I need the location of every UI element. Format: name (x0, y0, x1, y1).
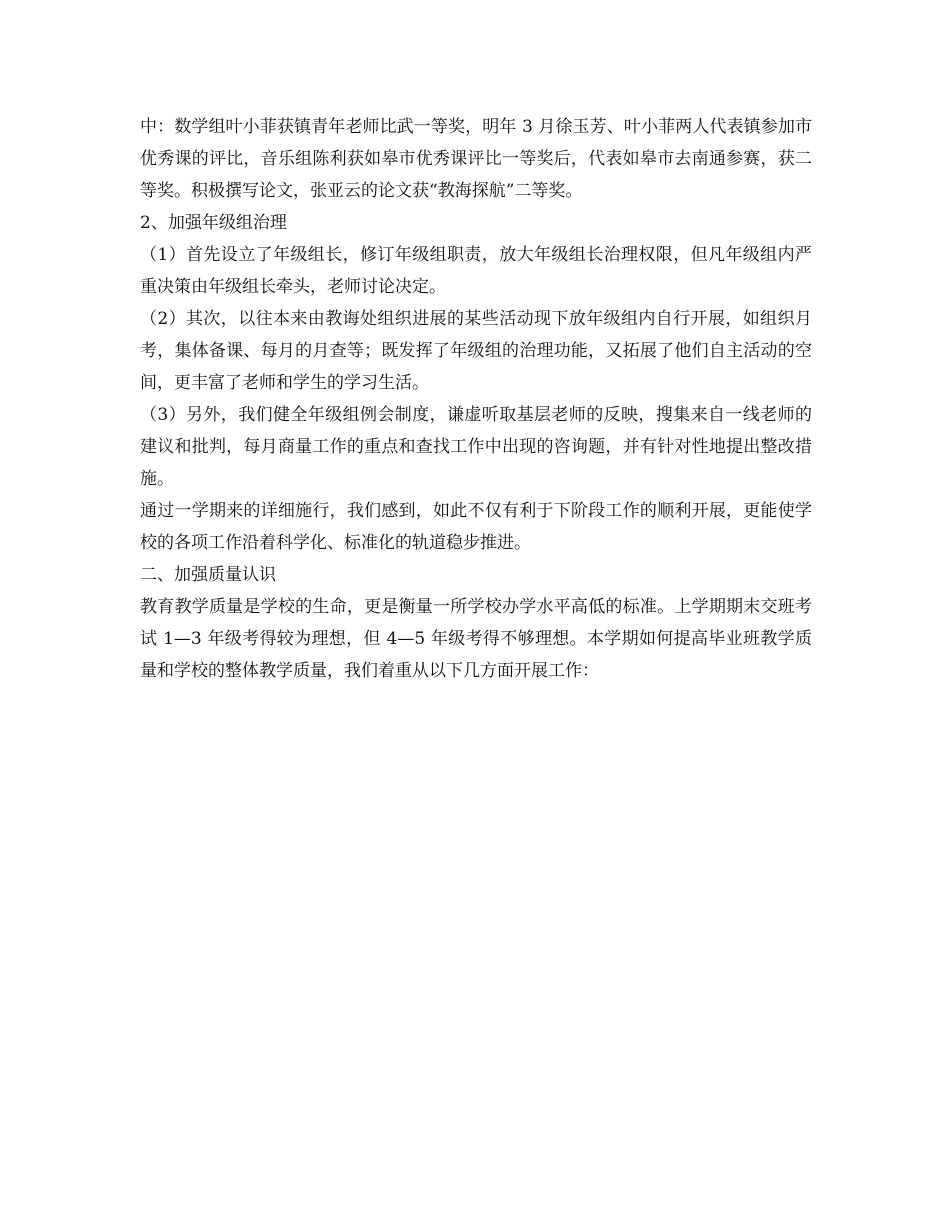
paragraph-item-1: （1）首先设立了年级组长，修订年级组职责，放大年级组长治理权限，但凡年级组内严重决策由年级组长牵头，老师讨论决定。 (140, 245, 812, 297)
paragraph-awards: 中：数学组叶小菲获镇青年老师比武一等奖，明年 3 月徐玉芳、叶小菲两人代表镇参加市优秀课的评比，音乐组陈利获如皋市优秀课评比一等奖后，代表如皋市去南通参赛，获二等奖。积极撰写论文，张亚云的论文获“教海探航”二等奖。 (140, 117, 812, 201)
section-heading-grade-management: 2、加强年级组治理 (140, 213, 287, 233)
document-page (140, 111, 812, 687)
paragraph-summary: 通过一学期来的详细施行，我们感到，如此不仅有利于下阶段工作的顺利开展，更能使学校的各项工作沿着科学化、标准化的轨道稳步推进。 (140, 501, 812, 553)
paragraph-item-3: （3）另外，我们健全年级组例会制度，谦虚听取基层老师的反映，搜集来自一线老师的建议和批判，每月商量工作的重点和查找工作中出现的咨询题，并有针对性地提出整改措施。 (140, 405, 812, 489)
paragraph-item-2: （2）其次，以往本来由教诲处组织进展的某些活动现下放年级组内自行开展，如组织月考，集体备课、每月的月查等；既发挥了年级组的治理功能，又拓展了他们自主活动的空间，更丰富了老师和学生的学习生活。 (140, 309, 812, 393)
paragraph-quality: 教育教学质量是学校的生命，更是衡量一所学校办学水平高低的标准。上学期期末交班考试 1—3 年级考得较为理想，但 4—5 年级考得不够理想。本学期如何提高毕业班教学质量和学校的整体教学质量，我们着重从以下几方面开展工作： (140, 597, 812, 681)
section-heading-quality: 二、加强质量认识 (140, 565, 276, 585)
